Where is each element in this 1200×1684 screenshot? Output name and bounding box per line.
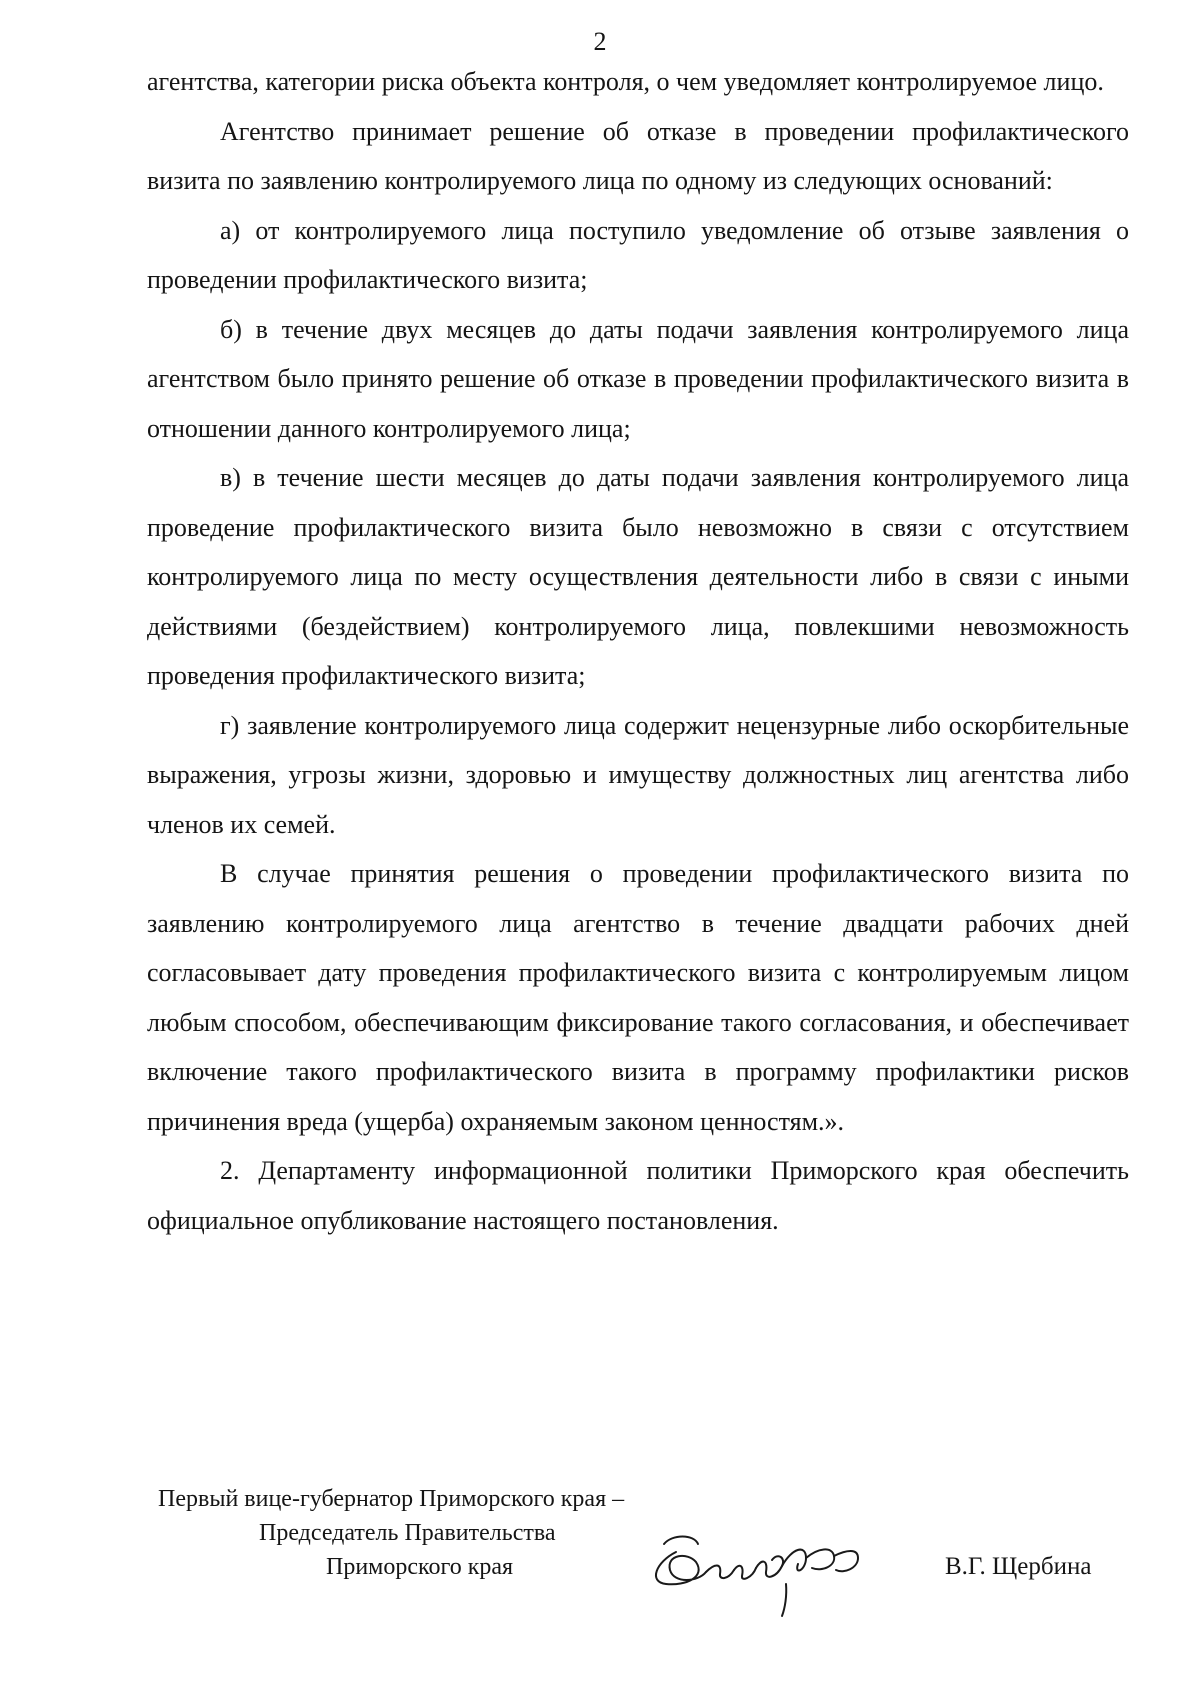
handwritten-signature-icon xyxy=(636,1522,896,1622)
page-number: 2 xyxy=(593,27,607,56)
signatory-position-line1: Первый вице-губернатор Приморского края – xyxy=(158,1486,625,1512)
list-item-v: в) в течение шести месяцев до даты подачи заявления контролируемого лица проведение профилактического визита было невозможно в связи с отсутствием контролируемого лица по месту осуществления деятельности либо в связи с иными действиями (бездействием) контролируемого лица, повлекшими невозможность проведения профилактического визита; xyxy=(147,463,1129,690)
signature-block xyxy=(158,1482,1133,1622)
list-item-g: г) заявление контролируемого лица содержит нецензурные либо оскорбительные выражения, угрозы жизни, здоровью и имуществу должностных лиц агентства либо членов их семей. xyxy=(147,710,1129,839)
signatory-name: В.Г. Щербина xyxy=(945,1553,1092,1580)
paragraph-refusal-grounds: Агентство принимает решение об отказе в проведении профилактического визита по заявлению контролируемого лица по одному из следующих оснований: xyxy=(147,116,1129,195)
document-body xyxy=(147,57,1129,1245)
signatory-position-line2: Председатель Правительства xyxy=(259,1520,556,1546)
signatory-position-line3: Приморского края xyxy=(326,1554,514,1580)
list-item-a: а) от контролируемого лица поступило уведомление об отзыве заявления о проведении профилактического визита; xyxy=(147,215,1129,294)
paragraph-visit-approval: В случае принятия решения о проведении профилактического визита по заявлению контролируемого лица агентство в течение двадцати рабочих дней согласовывает дату проведения профилактического визита с контролируемым лицом любым способом, обеспечивающим фиксирование такого согласования, и обеспечивает включение такого профилактического визита в программу профилактики рисков причинения вреда (ущерба) охраняемым законом ценностям.». xyxy=(147,859,1129,1136)
paragraph-continuation: агентства, категории риска объекта контроля, о чем уведомляет контролируемое лицо. xyxy=(147,67,1104,96)
clause-2-publication: 2. Департаменту информационной политики Приморского края обеспечить официальное опубликование настоящего постановления. xyxy=(147,1156,1129,1235)
list-item-b: б) в течение двух месяцев до даты подачи заявления контролируемого лица агентством было принято решение об отказе в проведении профилактического визита в отношении данного контролируемого лица; xyxy=(147,314,1129,443)
